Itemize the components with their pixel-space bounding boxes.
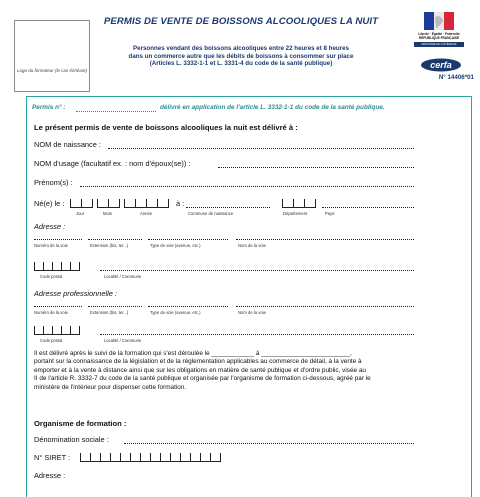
born-on-label: Né(e) le :	[34, 199, 65, 208]
birth-name-label: NOM de naissance :	[34, 140, 101, 149]
birth-month-field[interactable]	[97, 199, 120, 207]
postal-code-field[interactable]	[34, 262, 80, 270]
caption-commune: Commune de naissance	[188, 211, 234, 216]
birth-name-field[interactable]	[108, 148, 414, 149]
pro-locality-field[interactable]	[100, 334, 414, 335]
trainer-logo-box	[14, 20, 90, 92]
page-title: PERMIS DE VENTE DE BOISSONS ALCOOLIQUES LA NUIT	[103, 16, 379, 27]
address-number-field[interactable]	[34, 239, 82, 240]
caption-locality: Localité / Commune	[104, 274, 142, 279]
permis-label: Permis n° :	[32, 104, 66, 111]
cerfa-number: N° 14406*01	[438, 74, 474, 81]
pro-address-type-field[interactable]	[148, 306, 228, 307]
pro-address-street-field[interactable]	[236, 306, 414, 307]
subtitle-line: (Articles L. 3332-1-1 et L. 3331-4 du code de la santé publique)	[149, 60, 333, 68]
paragraph-line: II de l'article R. 3332-7 du code de la santé publique et organisée par l'organisme de formation ci-dessous, agréé par le	[34, 375, 371, 383]
first-names-field[interactable]	[80, 186, 414, 187]
caption-street-name: Nom de la voie	[238, 243, 266, 248]
paragraph-line: Il est délivré après le suivi de la formation qui s'est déroulée le ____________ à _________________________,	[34, 350, 352, 357]
caption-street-name: Nom de la voie	[238, 310, 266, 315]
caption-street-type: Type de voie (avenue, etc.)	[150, 243, 201, 248]
permis-suffix: délivré en application de l'article L. 3332-1-1 du code de la santé publique.	[160, 104, 385, 111]
caption-postal-code: Code postal	[40, 274, 63, 279]
delivered-heading: Le présent permis de vente de boissons alcooliques la nuit est délivré à :	[34, 123, 298, 132]
denomination-field[interactable]	[124, 443, 414, 444]
caption-locality: Localité / Commune	[104, 338, 142, 343]
pro-address-label: Adresse professionnelle :	[34, 289, 117, 298]
address-type-field[interactable]	[148, 239, 228, 240]
denomination-label: Dénomination sociale :	[34, 435, 109, 444]
paragraph-line: portant sur la connaissance de la législation et de la réglementation applicables au commerce de détail, à la vente à	[34, 358, 362, 366]
paragraph-line: emporter et à la vente à distance ainsi que sur les obligations en matière de santé publique et d'ordre public, visée au	[34, 366, 366, 374]
locality-field[interactable]	[100, 270, 414, 271]
cerfa-logo	[420, 58, 462, 72]
caption-month: Mois	[103, 211, 112, 216]
pro-address-extension-field[interactable]	[88, 306, 142, 307]
first-names-label: Prénom(s) :	[34, 178, 73, 187]
paragraph-line: ministère de l'intérieur pour dispenser cette formation.	[34, 383, 187, 391]
marianne-line: RÉPUBLIQUE FRANÇAISE	[418, 36, 460, 40]
marianne-logo	[410, 12, 468, 54]
permis-number-field[interactable]	[76, 111, 156, 112]
siret-field[interactable]	[80, 453, 221, 461]
org-heading: Organisme de formation :	[34, 419, 127, 428]
birth-year-field[interactable]	[124, 199, 169, 207]
birth-department-field[interactable]	[282, 199, 316, 207]
birth-place-label: à :	[176, 199, 185, 208]
caption-street-type: Type de voie (avenue, etc.)	[150, 310, 201, 315]
caption-country: Pays	[325, 211, 335, 216]
org-address-label: Adresse :	[34, 471, 66, 480]
marianne-line: Liberté · Égalité · Fraternité	[418, 32, 460, 36]
subtitle-line: dans un commerce autre que les débits de boissons à consommer sur place	[128, 52, 354, 60]
address-label: Adresse :	[34, 222, 66, 231]
caption-year: Année	[140, 211, 153, 216]
birth-commune-field[interactable]	[186, 207, 270, 208]
caption-day: Jour	[76, 211, 85, 216]
caption-extension: Extension (bis, ter...)	[90, 243, 129, 248]
caption-department: Département	[283, 211, 308, 216]
caption-street-number: Numéro de la voie	[34, 243, 68, 248]
birth-day-field[interactable]	[70, 199, 93, 207]
ministry-band: MINISTÈRE DE L'INTÉRIEUR	[414, 42, 464, 47]
address-street-field[interactable]	[236, 239, 414, 240]
birth-country-field[interactable]	[322, 207, 414, 208]
address-extension-field[interactable]	[88, 239, 142, 240]
subtitle-line: Personnes vendant des boissons alcooliques entre 22 heures et 8 heures	[133, 45, 349, 52]
usage-name-label: NOM d'usage (facultatif ex. : nom d'époux(se)) :	[34, 159, 191, 168]
logo-caption: Logo du formateur (le cas échéant)	[16, 68, 88, 73]
pro-address-number-field[interactable]	[34, 306, 82, 307]
cerfa-logo-text: cerfa	[430, 60, 452, 70]
caption-extension: Extension (bis, ter...)	[90, 310, 129, 315]
pro-postal-code-field[interactable]	[34, 326, 80, 334]
training-paragraph	[34, 350, 446, 392]
siret-label: N° SIRET :	[34, 453, 71, 462]
subtitle	[96, 45, 386, 68]
caption-postal-code: Code postal	[40, 338, 63, 343]
caption-street-number: Numéro de la voie	[34, 310, 68, 315]
usage-name-field[interactable]	[218, 167, 414, 168]
